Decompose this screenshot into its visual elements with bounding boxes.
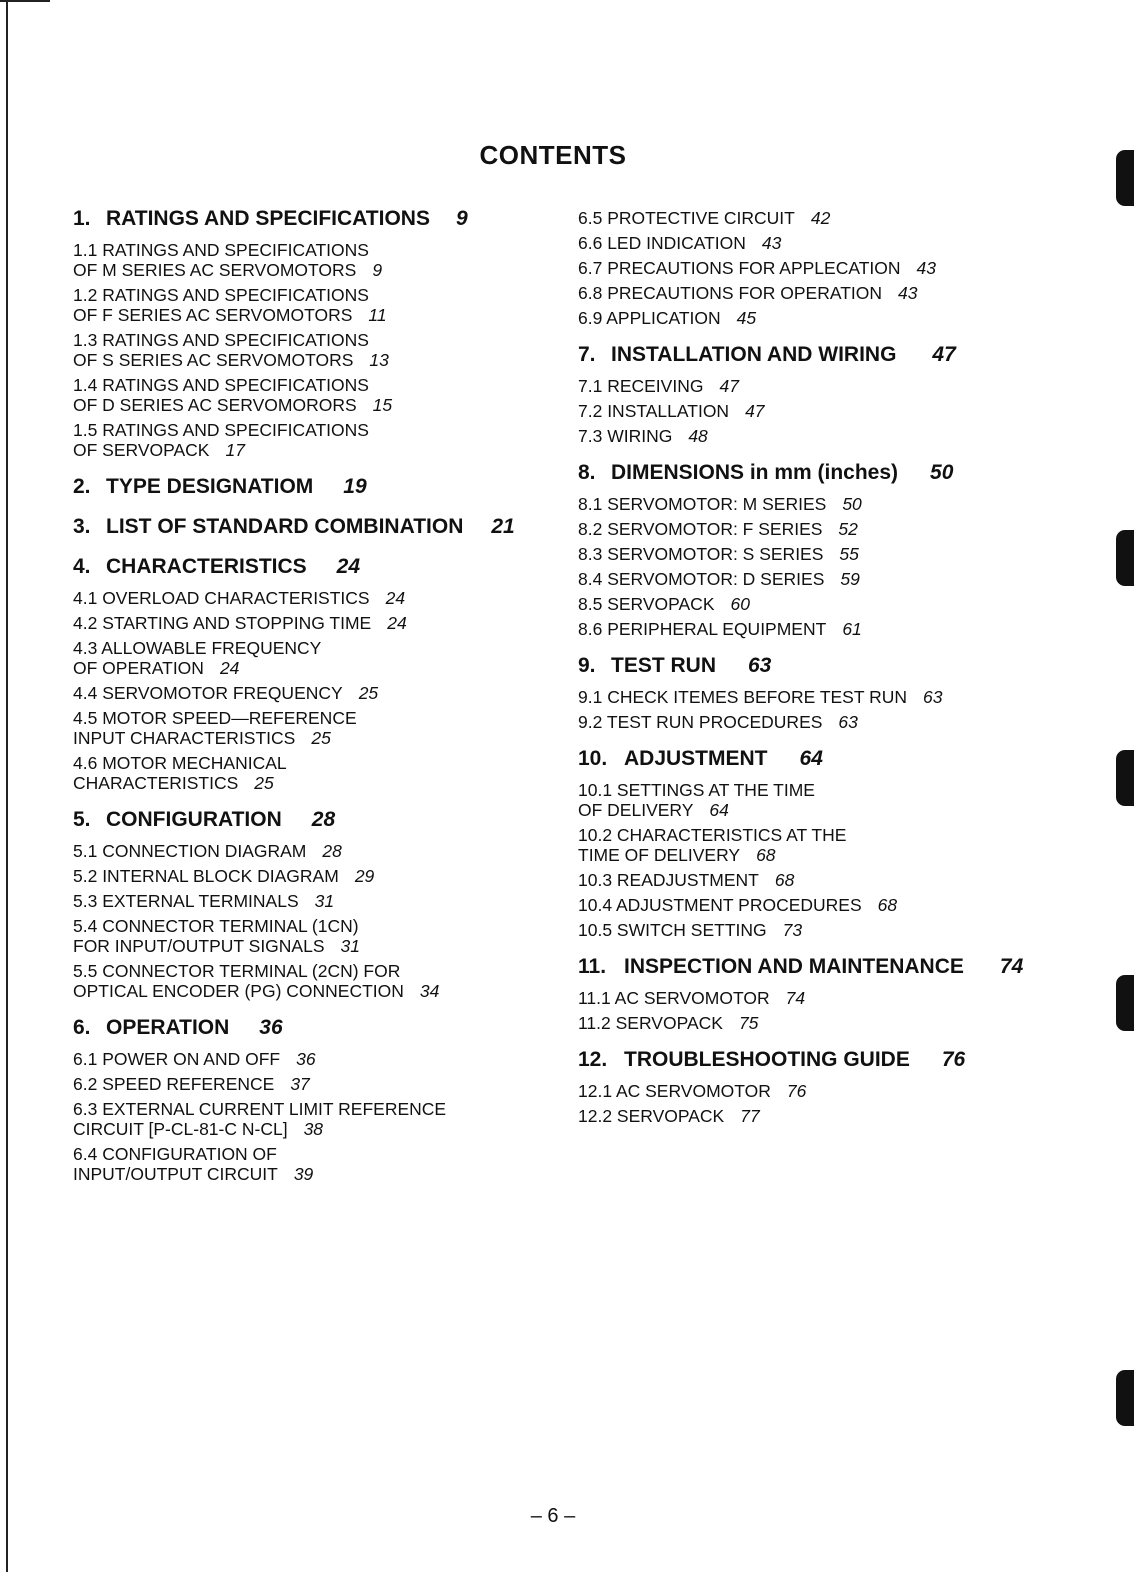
toc-entry[interactable] [73,420,553,460]
section-page: 74 [999,955,1024,978]
toc-entry-page: 68 [774,870,795,890]
toc-entry-page: 31 [340,936,360,956]
toc-entry[interactable] [73,1144,553,1184]
toc-entry[interactable] [73,841,553,861]
toc-section-heading[interactable] [578,460,1048,486]
toc-entry-text: 4.4 SERVOMOTOR FREQUENCY [73,683,343,703]
toc-entry-text: INPUT CHARACTERISTICS [73,728,296,748]
toc-entry-page: 38 [303,1119,324,1139]
section-title: LIST OF STANDARD COMBINATION [106,515,464,538]
toc-entry-text: 4.3 ALLOWABLE FREQUENCY [73,638,322,658]
toc-entry-page: 61 [842,619,862,639]
toc-section-heading[interactable] [73,514,553,540]
toc-section [73,554,553,793]
toc-entry-list [578,780,1048,940]
toc-entry[interactable] [578,208,1048,228]
toc-section-heading[interactable] [73,206,553,232]
toc-entry-text: 1.4 RATINGS AND SPECIFICATIONS [73,375,369,395]
toc-entry-text: 4.5 MOTOR SPEED—REFERENCE [73,708,357,728]
toc-entry-page: 43 [916,258,936,278]
toc-entry[interactable] [578,825,1048,865]
toc-entry-text: 4.6 MOTOR MECHANICAL [73,753,287,773]
toc-entry-page: 75 [738,1013,759,1033]
toc-entry-text: 6.7 PRECAUTIONS FOR APPLECATION [578,258,901,278]
binding-mark [1116,750,1134,806]
toc-entry-text: OPTICAL ENCODER (PG) CONNECTION [73,981,404,1001]
section-title: INSPECTION AND MAINTENANCE [624,955,964,978]
section-page: 63 [748,654,772,677]
section-page: 76 [941,1048,966,1071]
toc-entry[interactable] [73,588,553,608]
binding-mark [1116,530,1134,586]
toc-entry[interactable] [578,895,1048,915]
toc-entry-page: 11 [368,305,387,325]
toc-entry-page: 25 [254,773,274,793]
toc-entry[interactable] [73,708,553,748]
toc-section-heading[interactable] [578,1047,1048,1073]
toc-entry-list [73,1049,553,1184]
toc-entry[interactable] [73,638,553,678]
toc-entry-page: 37 [290,1074,310,1094]
toc-entry-text: 7.3 WIRING [578,426,673,446]
toc-section [578,954,1048,1033]
toc-entry-text: 9.2 TEST RUN PROCEDURES [578,712,823,732]
toc-entry-text: 7.1 RECEIVING [578,376,704,396]
toc-entry-page: 76 [786,1081,807,1101]
toc-entry-page: 47 [719,376,739,396]
toc-entry-text: CIRCUIT [P-CL-81-C N-CL] [73,1119,288,1139]
toc-entry[interactable] [73,866,553,886]
toc-entry-text: 10.2 CHARACTERISTICS AT THE [578,825,847,845]
toc-entry-page: 28 [322,841,342,861]
toc-entry[interactable] [578,712,1048,732]
toc-entry-page: 15 [372,395,393,415]
toc-entry-text: 11.2 SERVOPACK [578,1013,723,1033]
toc-entry-text: 6.3 EXTERNAL CURRENT LIMIT REFERENCE [73,1099,447,1119]
toc-entry-text: 6.5 PROTECTIVE CIRCUIT [578,208,795,228]
toc-entry-page: 24 [387,613,407,633]
toc-entry-text: 8.4 SERVOMOTOR: D SERIES [578,569,825,589]
toc-entry[interactable] [73,891,553,911]
toc-entry-list [578,988,1048,1033]
binding-mark [1116,1370,1134,1426]
toc-entry-text: 6.6 LED INDICATION [578,233,746,253]
section-title: TEST RUN [611,654,716,677]
section-number: 8. [578,461,596,484]
toc-right-column [578,206,1048,1131]
section-title: ADJUSTMENT [624,747,768,770]
toc-entry-list [578,494,1048,639]
toc-entry[interactable] [578,988,1048,1008]
toc-entry-page: 48 [688,426,708,446]
toc-entry-text: 1.5 RATINGS AND SPECIFICATIONS [73,420,369,440]
section-number: 6. [73,1016,91,1039]
section-page: 28 [311,808,336,831]
section-number: 4. [73,555,91,578]
toc-entry-page: 36 [296,1049,316,1069]
section-title: INSTALLATION AND WIRING [611,343,897,366]
toc-entry-text: 8.3 SERVOMOTOR: S SERIES [578,544,824,564]
toc-entry-page: 9 [372,260,383,280]
toc-section-heading[interactable] [578,342,1048,368]
toc-entry[interactable] [73,753,553,793]
section-number: 1. [73,207,91,230]
toc-section [73,514,553,540]
toc-entry[interactable] [73,613,553,633]
section-page: 36 [259,1016,283,1039]
toc-entry-text: OF S SERIES AC SERVOMOTORS [73,350,354,370]
toc-entry-page: 60 [730,594,750,614]
toc-section [578,1047,1048,1126]
page-number: – 6 – [530,1505,576,1527]
toc-entry-page: 43 [761,233,782,253]
section-title: OPERATION [106,1016,230,1039]
toc-entry-text: 8.6 PERIPHERAL EQUIPMENT [578,619,827,639]
toc-entry-list [578,687,1048,732]
toc-entry[interactable] [73,1074,553,1094]
toc-entry-text: OF DELIVERY [578,800,694,820]
section-number: 9. [578,654,596,677]
toc-entry[interactable] [578,1106,1048,1126]
page-edge-line [6,0,8,1572]
section-page: 9 [455,207,468,230]
section-page: 21 [491,515,515,538]
toc-entry-list [578,208,1048,328]
toc-entry-page: 68 [877,895,898,915]
section-number: 7. [578,343,596,366]
toc-entry-text: INPUT/OUTPUT CIRCUIT [73,1164,278,1184]
toc-entry-page: 24 [219,658,240,678]
section-title: DIMENSIONS in mm (inches) [611,461,899,484]
toc-entry[interactable] [578,376,1048,396]
toc-entry-page: 25 [358,683,379,703]
toc-entry[interactable] [578,569,1048,589]
toc-entry-text: 4.2 STARTING AND STOPPING TIME [73,613,372,633]
toc-entry[interactable] [578,920,1048,940]
toc-entry[interactable] [578,308,1048,328]
toc-section-heading[interactable] [578,746,1048,772]
section-page: 64 [799,747,823,770]
toc-entry-page: 64 [709,800,729,820]
section-number: 10. [578,747,608,770]
section-page: 24 [336,555,361,578]
section-number: 2. [73,475,91,498]
toc-entry[interactable] [578,544,1048,564]
toc-section [73,206,553,460]
toc-section [578,653,1048,732]
toc-entry[interactable] [73,961,553,1001]
toc-entry[interactable] [578,426,1048,446]
toc-entry-text: 6.2 SPEED REFERENCE [73,1074,275,1094]
toc-entry-text: OF D SERIES AC SERVOMORORS [73,395,357,415]
toc-entry-text: OF F SERIES AC SERVOMOTORS [73,305,353,325]
toc-entry-text: TIME OF DELIVERY [578,845,741,865]
section-number: 11. [578,955,607,978]
toc-entry-text: 5.1 CONNECTION DIAGRAM [73,841,307,861]
toc-entry-text: 10.5 SWITCH SETTING [578,920,767,940]
toc-section-heading[interactable] [578,653,1048,679]
toc-section [578,342,1048,446]
toc-entry-text: 12.2 SERVOPACK [578,1106,725,1126]
toc-entry-page: 68 [756,845,776,865]
toc-entry-text: 5.3 EXTERNAL TERMINALS [73,891,299,911]
toc-entry-text: 6.4 CONFIGURATION OF [73,1144,277,1164]
toc-entry-text: 1.2 RATINGS AND SPECIFICATIONS [73,285,369,305]
toc-entry-text: 8.5 SERVOPACK [578,594,715,614]
toc-entry-list [578,376,1048,446]
toc-entry-text: 6.8 PRECAUTIONS FOR OPERATION [578,283,883,303]
section-title: CHARACTERISTICS [106,555,307,578]
toc-entry-page: 59 [840,569,860,589]
section-page: 47 [932,343,956,366]
toc-entry-page: 47 [745,401,765,421]
toc-entry-page: 29 [354,866,375,886]
toc-section [578,208,1048,328]
toc-entry[interactable] [578,870,1048,890]
toc-entry[interactable] [73,375,553,415]
binding-mark [1116,975,1134,1031]
toc-entry[interactable] [73,330,553,370]
toc-entry-page: 17 [225,440,245,460]
toc-entry-text: 6.9 APPLICATION [578,308,721,328]
section-number: 3. [73,515,91,538]
section-number: 12. [578,1048,608,1071]
toc-entry-text: 12.1 AC SERVOMOTOR [578,1081,771,1101]
toc-entry[interactable] [73,683,553,703]
toc-entry[interactable] [73,285,553,325]
toc-entry-list [73,588,553,793]
toc-entry-text: FOR INPUT/OUTPUT SIGNALS [73,936,325,956]
toc-section [73,807,553,1001]
toc-entry-list [73,841,553,1001]
toc-section-heading[interactable] [73,474,553,500]
toc-entry-text: 9.1 CHECK ITEMES BEFORE TEST RUN [578,687,908,707]
toc-entry-text: 11.1 AC SERVOMOTOR [578,988,770,1008]
toc-entry-text: CHARACTERISTICS [73,773,239,793]
toc-entry-text: 5.4 CONNECTOR TERMINAL (1CN) [73,916,359,936]
toc-entry[interactable] [73,916,553,956]
toc-section [578,746,1048,940]
toc-entry[interactable] [73,240,553,280]
toc-section-heading[interactable] [73,554,553,580]
binding-mark [1116,150,1134,206]
toc-entry[interactable] [73,1099,553,1139]
section-title: CONFIGURATION [106,808,282,831]
toc-entry-page: 52 [838,519,858,539]
toc-entry-text: 8.2 SERVOMOTOR: F SERIES [578,519,823,539]
toc-entry-text: 1.3 RATINGS AND SPECIFICATIONS [73,330,369,350]
toc-entry-page: 24 [385,588,406,608]
toc-entry-text: 5.2 INTERNAL BLOCK DIAGRAM [73,866,339,886]
toc-entry[interactable] [578,780,1048,820]
page-edge-line-top [0,0,50,2]
toc-entry-text: OF OPERATION [73,658,204,678]
toc-entry-page: 43 [898,283,918,303]
toc-entry[interactable] [578,233,1048,253]
toc-entry[interactable] [578,1013,1048,1033]
toc-section-heading[interactable] [578,954,1048,980]
toc-entry-page: 42 [810,208,831,228]
toc-entry[interactable] [578,1081,1048,1101]
toc-entry-text: 1.1 RATINGS AND SPECIFICATIONS [73,240,369,260]
section-page: 50 [930,461,954,484]
toc-entry-page: 55 [839,544,859,564]
toc-section [73,474,553,500]
toc-entry-page: 25 [311,728,331,748]
toc-entry-page: 77 [740,1106,760,1126]
toc-entry[interactable] [578,619,1048,639]
section-page: 19 [343,475,367,498]
toc-entry[interactable] [578,687,1048,707]
toc-entry-page: 45 [736,308,757,328]
toc-section [578,460,1048,639]
toc-entry-page: 39 [293,1164,314,1184]
toc-entry[interactable] [578,401,1048,421]
section-title: RATINGS AND SPECIFICATIONS [106,207,430,230]
toc-entry-text: 5.5 CONNECTOR TERMINAL (2CN) FOR [73,961,401,981]
toc-left-column [73,206,553,1189]
toc-section-heading[interactable] [73,807,553,833]
page-title: CONTENTS [479,140,627,170]
toc-entry-page: 73 [782,920,803,940]
toc-entry-page: 34 [419,981,440,1001]
toc-entry-text: 7.2 INSTALLATION [578,401,730,421]
toc-entry-text: 10.1 SETTINGS AT THE TIME [578,780,815,800]
toc-entry-text: 8.1 SERVOMOTOR: M SERIES [578,494,827,514]
toc-entry-page: 63 [923,687,943,707]
toc-entry-text: 6.1 POWER ON AND OFF [73,1049,281,1069]
toc-entry[interactable] [578,519,1048,539]
toc-entry-page: 63 [838,712,858,732]
toc-entry-text: 10.4 ADJUSTMENT PROCEDURES [578,895,862,915]
toc-entry-list [578,1081,1048,1126]
toc-section-heading[interactable] [73,1015,553,1041]
toc-entry[interactable] [73,1049,553,1069]
toc-entry-list [73,240,553,460]
toc-entry-text: OF M SERIES AC SERVOMOTORS [73,260,357,280]
section-title: TROUBLESHOOTING GUIDE [624,1048,910,1071]
toc-entry[interactable] [578,283,1048,303]
toc-entry[interactable] [578,258,1048,278]
section-title: TYPE DESIGNATIOM [106,475,314,498]
toc-entry-text: 10.3 READJUSTMENT [578,870,759,890]
toc-entry-page: 13 [369,350,389,370]
toc-entry-text: 4.1 OVERLOAD CHARACTERISTICS [73,588,370,608]
section-number: 5. [73,808,91,831]
toc-entry[interactable] [578,494,1048,514]
toc-entry-page: 50 [842,494,862,514]
toc-section [73,1015,553,1184]
toc-entry-page: 31 [314,891,335,911]
toc-entry-text: OF SERVOPACK [73,440,210,460]
toc-entry[interactable] [578,594,1048,614]
toc-entry-page: 74 [785,988,806,1008]
